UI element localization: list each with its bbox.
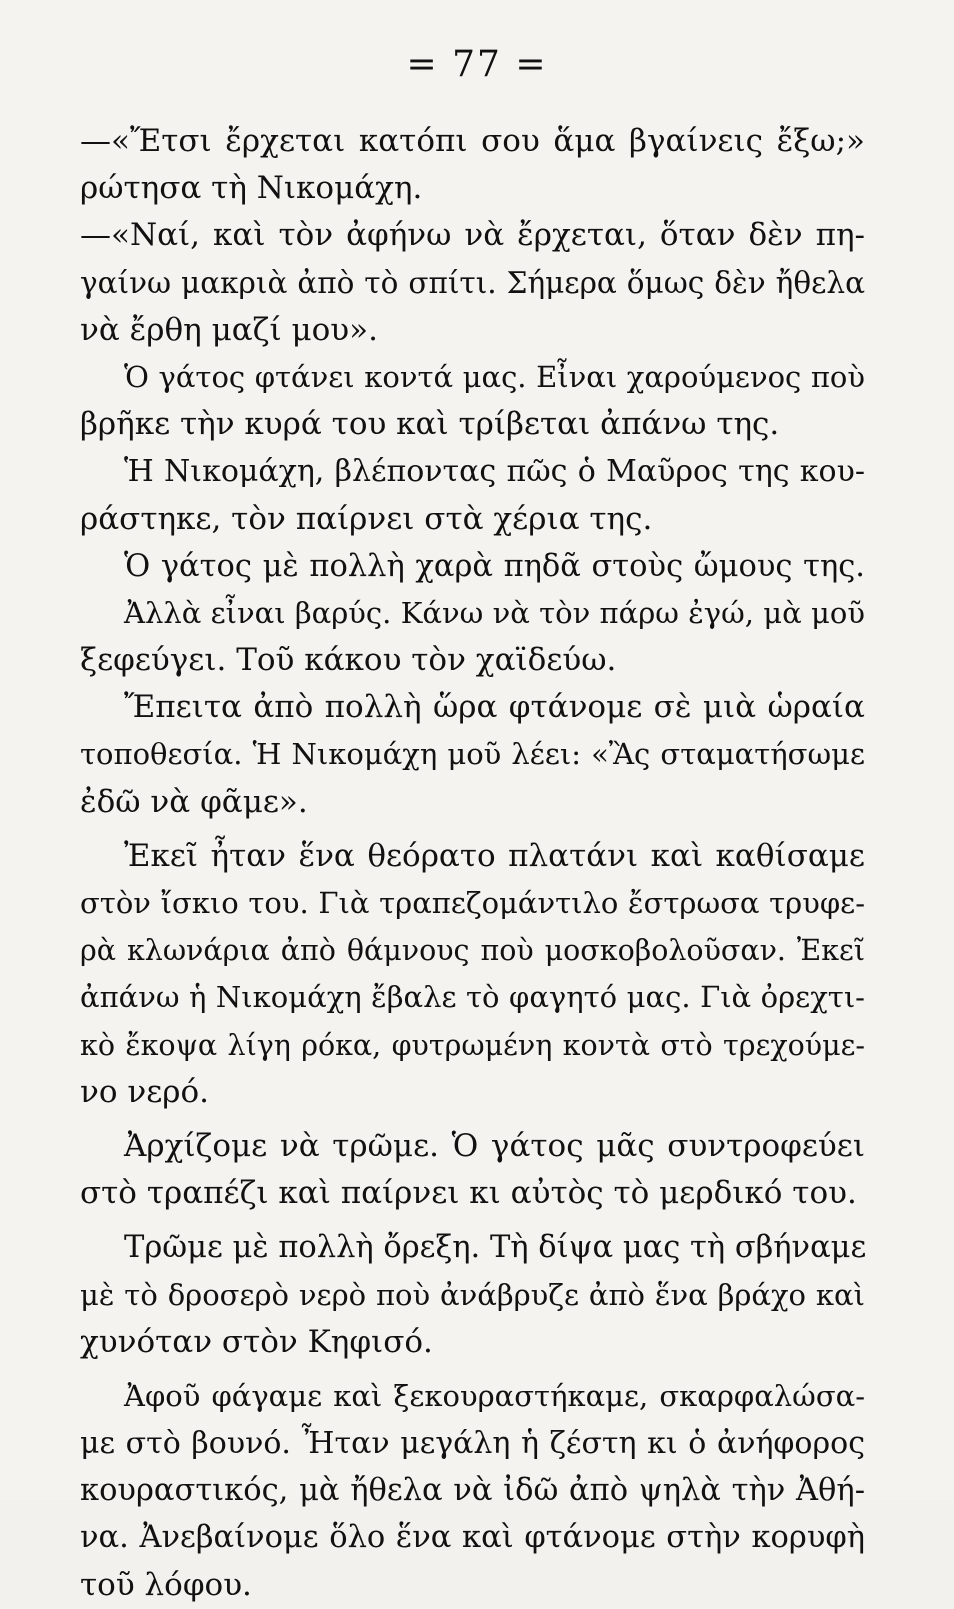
text-line: να. Ἀνεβαίνομε ὅλο ἕνα καὶ φτάνομε στὴν κορυφὴ (80, 1520, 865, 1556)
text-line: ἐδῶ νὰ φᾶμε». (80, 783, 308, 820)
text-line: ρώτησα τὴ Νικομάχη. (80, 170, 423, 207)
text-line: Ἀφοῦ φάγαμε καὶ ξεκουραστήκαμε, σκαρφαλώσα- (124, 1378, 865, 1413)
text-line: Ἀρχίζομε νὰ τρῶμε. Ὁ γάτος μᾶς συντροφεύει (124, 1127, 865, 1164)
text-line: Ἡ Νικομάχη, βλέποντας πῶς ὁ Μαῦρος της κου- (124, 454, 865, 490)
text-line: στὸν ἴσκιο του. Γιὰ τραπεζομάντιλο ἔστρωσα τρυφε- (80, 886, 865, 920)
text-line: νὰ ἔρθη μαζί μου». (80, 311, 378, 348)
text-line: Τρῶμε μὲ πολλὴ ὄρεξη. Τὴ δίψα μας τὴ σβήναμε (124, 1230, 867, 1266)
page-number: = 77 = (406, 44, 548, 85)
body-text (80, 118, 865, 1609)
text-line: με στὸ βουνό. Ἦταν μεγάλη ἡ ζέστη κι ὁ ἀνήφορος (80, 1426, 865, 1462)
text-line: κουραστικός, μὰ ἤθελα νὰ ἰδῶ ἀπὸ ψηλὰ τὴν Ἀθή- (80, 1473, 865, 1509)
text-line: Ἀλλὰ εἶναι βαρύς. Κάνω νὰ τὸν πάρω ἐγώ, μὰ μοῦ (124, 595, 865, 630)
text-line: χυνόταν στὸν Κηφισό. (80, 1323, 433, 1360)
text-line: στὸ τραπέζι καὶ παίρνει κι αὐτὸς τὸ μερδικό του. (80, 1175, 857, 1212)
text-line: ξεφεύγει. Τοῦ κάκου τὸν χαϊδεύω. (80, 642, 617, 679)
text-line: Ἐκεῖ ἦταν ἕνα θεόρατο πλατάνι καὶ καθίσαμε (124, 837, 865, 874)
text-line: ρὰ κλωνάρια ἀπὸ θάμνους ποὺ μοσκοβολοῦσαν. Ἐκεῖ (80, 934, 865, 968)
text-line: νο νερό. (80, 1073, 210, 1110)
text-line: κὸ ἔκοψα λίγη ρόκα, φυτρωμένη κοντὰ στὸ τρεχούμε- (80, 1028, 865, 1062)
text-line: —«Ναί, καὶ τὸν ἀφήνω νὰ ἔρχεται, ὅταν δὲν πη- (80, 217, 865, 254)
text-line: μὲ τὸ δροσερὸ νερὸ ποὺ ἀνάβρυζε ἀπὸ ἕνα βράχο καὶ (80, 1277, 865, 1312)
text-line: βρῆκε τὴν κυρά του καὶ τρίβεται ἀπάνω της. (80, 406, 780, 443)
text-line: Ὁ γάτος φτάνει κοντά μας. Εἶναι χαρούμενος ποὺ (124, 359, 865, 394)
text-line: τοῦ λόφου. (80, 1566, 252, 1603)
text-line: γαίνω μακριὰ ἀπὸ τὸ σπίτι. Σήμερα ὅμως δὲν ἤθελα (80, 265, 865, 300)
text-line: Ἔπειτα ἀπὸ πολλὴ ὥρα φτάνομε σὲ μιὰ ὡραία (124, 689, 865, 726)
text-line: Ὁ γάτος μὲ πολλὴ χαρὰ πηδᾶ στοὺς ὤμους της. (124, 548, 865, 584)
text-line: —«Ἔτσι ἔρχεται κατόπι σου ἅμα βγαίνεις ἔξω;» (80, 123, 865, 159)
text-line: ράστηκε, τὸν παίρνει στὰ χέρια της. (80, 500, 653, 537)
text-line: τοποθεσία. Ἡ Νικομάχη μοῦ λέει: «Ἂς σταματήσωμε (80, 737, 865, 772)
text-line: ἀπάνω ἡ Νικομάχη ἔβαλε τὸ φαγητό μας. Γιὰ ὀρεχτι- (80, 980, 865, 1015)
